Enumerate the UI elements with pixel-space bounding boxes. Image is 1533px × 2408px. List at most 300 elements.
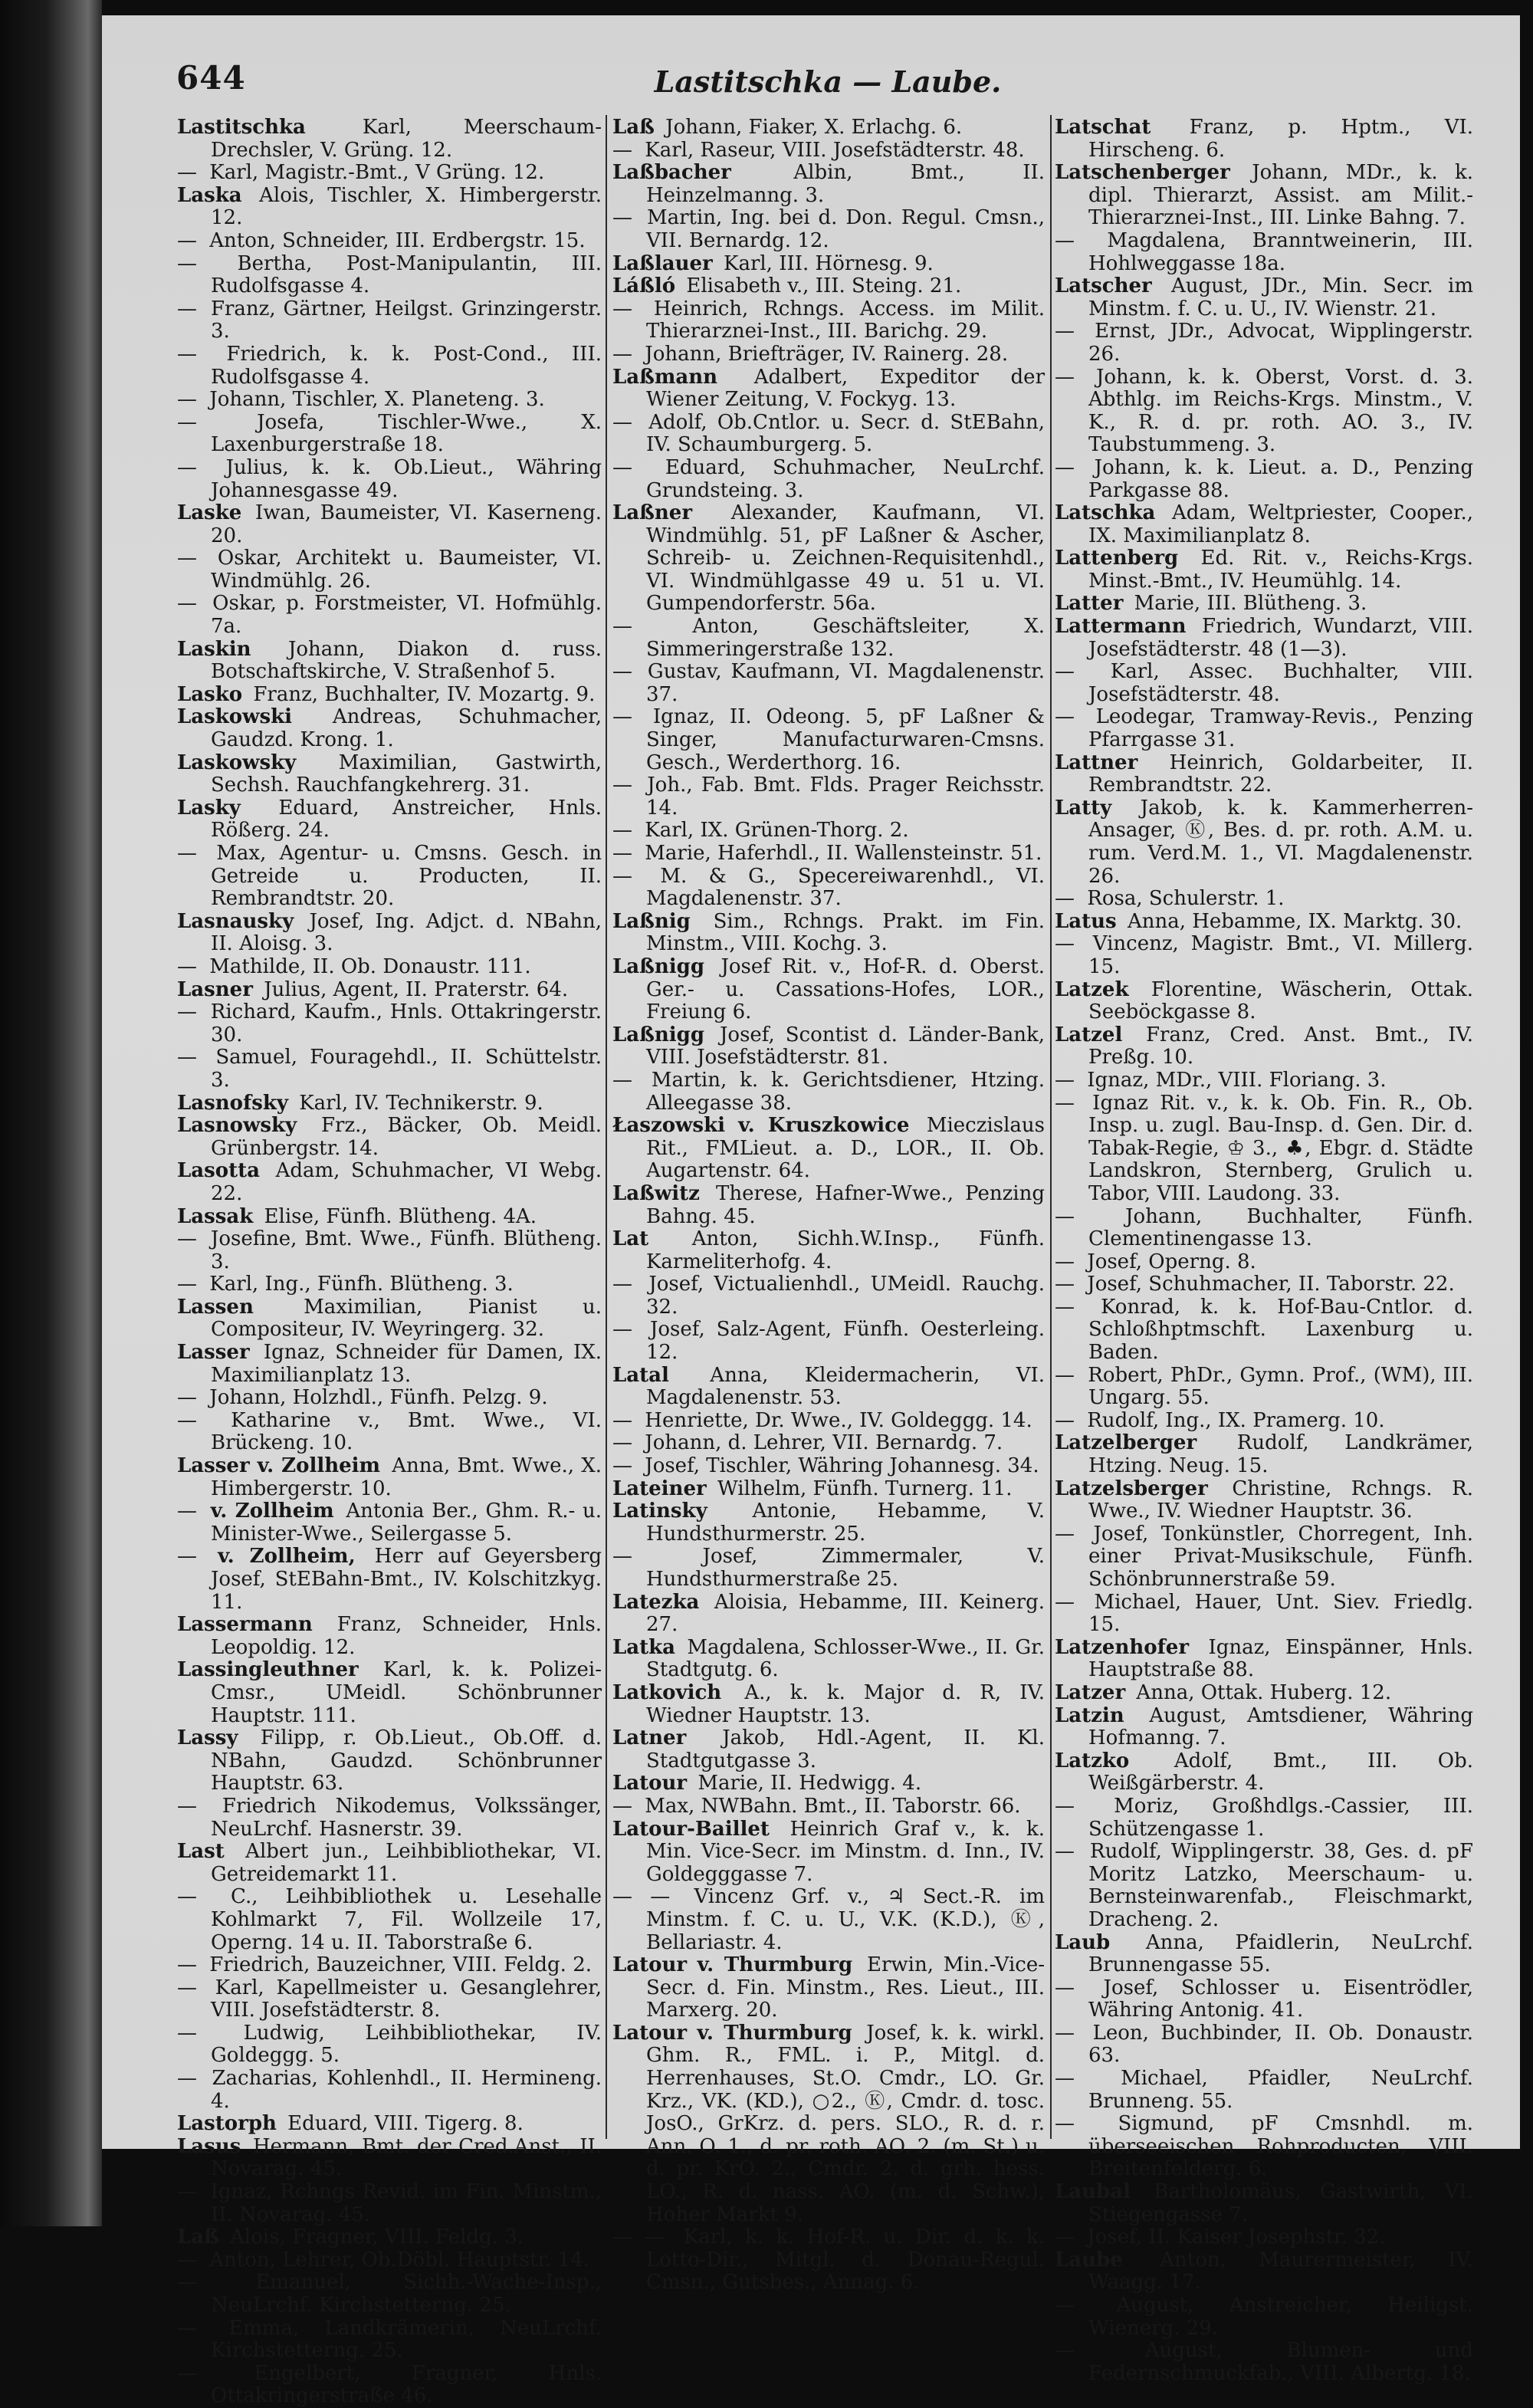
directory-entry [612,2226,1045,2295]
column-1 [177,117,602,2408]
entry-dash: — [177,1408,197,1432]
entry-dash: — [1055,1295,1075,1319]
directory-entry [177,253,602,298]
entry-details: Karl, IV. Technikerstr. 9. [299,1091,543,1115]
directory-entry [612,1500,1045,1546]
directory-entry [1055,1750,1473,1795]
entry-details: Leodegar, Tramway-Revis., Penzing Pfarrgasse 31. [1088,705,1473,752]
directory-entry [177,185,602,230]
entry-surname: Latner [612,1726,687,1750]
directory-entry [1055,1365,1473,1410]
entry-details: Anna, Hebamme, IX. Marktg. 30. [1127,909,1462,933]
entry-surname: Lasnowsky [177,1114,297,1138]
entry-details: Karl, k. k. Polizei-Cmsr., UMeidl. Schönbrunner Hauptstr. 111. [211,1658,602,1727]
entry-dash: — [177,410,197,434]
entry-details: Ignaz, II. Odeong. 5, pF Laßner & Singer, Manufacturwaren-Cmsns. Gesch., Werderthorg. 16. [646,705,1046,774]
directory-entry [177,979,602,1002]
directory-entry [177,752,602,797]
entry-details: Bartholomäus, Gastwirth, VI. Stiegengasse 7. [1088,2180,1474,2226]
entry-details: Ludwig, Leihbibliothekar, IV. Goldeggg. 5. [211,2021,602,2068]
entry-details: Martin, Ing. bei d. Don. Regul. Cmsn., VII. Bernardg. 12. [646,206,1045,252]
entry-details: Adalbert, Expeditor der Wiener Zeitung, V. Fockyg. 13. [646,365,1045,412]
entry-dash: — [612,1454,632,1478]
entry-surname: Laska [177,183,242,207]
directory-entry [177,2249,602,2272]
entry-details: August, Blumen- und Federnschmuckfab., VIII. Albertg. 18. [1088,2339,1473,2385]
entry-dash: — [612,206,632,230]
entry-dash: — [1055,2021,1075,2045]
entry-dash: — [612,1408,632,1432]
entry-details: Eduard, Schuhmacher, NeuLrchf. Grundsteing. 3. [646,455,1046,502]
entry-dash: — [1055,1408,1075,1432]
entry-dash: — [1055,1840,1075,1864]
entry-details: Karl, III. Hörnesg. 9. [724,251,934,275]
entry-dash: — [612,705,632,729]
directory-entry [1055,2249,1473,2295]
directory-entry [1055,2295,1473,2340]
entry-details: Anna, Ottak. Huberg. 12. [1136,1680,1392,1704]
entry-details: Karl, Magistr.-Bmt., V Grüng. 12. [209,161,545,185]
entry-dash: — [612,138,632,162]
entry-surname: Latscher [1055,274,1152,298]
directory-entry [612,140,1045,163]
running-title: Lastitschka — Laube. [654,64,1002,99]
entry-surname: Lasotta [177,1159,260,1183]
entry-details: Erwin, Min.-Vice-Secr. d. Fin. Minstm., Res. Lieut., III. Marxerg. 20. [646,1953,1045,2022]
entry-dash: — [177,1273,197,1296]
directory-entry [1055,1841,1473,1931]
directory-entry [177,1001,602,1046]
directory-entry [612,1478,1045,1501]
directory-entry [1055,2181,1473,2226]
entry-surname: Latschka [1055,501,1156,525]
entry-surname: Latzelsberger [1055,1477,1208,1500]
directory-entry [1055,117,1473,162]
entry-details: Filipp, r. Ob.Lieut., Ob.Off. d. NBahn, Gaudzd. Schönbrunner Hauptstr. 63. [211,1726,602,1795]
entry-surname: Latus [1055,909,1117,933]
entry-details: Wilhelm, Fünfh. Turnerg. 11. [717,1477,1013,1500]
directory-entry [1055,1478,1473,1523]
entry-surname: Lattenberg [1055,547,1179,570]
entry-details: Elisabeth v., III. Steing. 21. [686,274,962,298]
entry-surname: Laßlauer [612,251,713,275]
entry-details: Josef, Scontist d. Länder-Bank, VIII. Josefstädterstr. 81. [646,1023,1045,1069]
entry-details: Jakob, k. k. Kammerherren-Ansager, Ⓚ, Bes. d. pr. roth. A.M. u. rum. Verd.M. 1., VI. Magdalenenstr. 26. [1088,796,1473,888]
entry-details: Henriette, Dr. Wwe., IV. Goldeggg. 14. [645,1408,1032,1432]
directory-entry [177,1500,602,1546]
entry-dash: — [177,251,197,275]
entry-dash: — [612,1545,632,1569]
entry-surname: Lasnofsky [177,1091,288,1115]
entry-details: Richard, Kaufm., Hnls. Ottakringerstr. 30. [210,1000,602,1046]
directory-entry [612,616,1045,661]
entry-dash: — [1055,228,1075,252]
entry-surname: Lateiner [612,1477,707,1500]
entry-surname: Latour [612,1772,688,1795]
entry-dash: — [1055,2339,1075,2363]
directory-entry [1055,1410,1473,1433]
entry-details: Michael, Pfaidler, NeuLrchf. Brunneng. 55. [1088,2067,1473,2113]
entry-details: Ignaz, Rchngs Revid. im Fin. Minstm., II. Novarag. 45. [210,2180,602,2226]
directory-entry [177,1614,602,1659]
entry-surname: Latzin [1055,1703,1124,1727]
entry-surname: Lasser v. Zollheim [177,1454,381,1478]
entry-surname: Latka [612,1635,675,1659]
entry-dash: — [1055,887,1075,911]
column-2 [612,117,1045,2295]
directory-entry [177,843,602,911]
entry-dash: — [177,1046,197,1069]
entry-surname: Lat [612,1227,649,1251]
directory-entry [177,1727,602,1795]
entry-details: Adam, Schuhmacher, VI Webg. 22. [211,1159,602,1205]
entry-surname: Latty [1055,796,1112,820]
entry-surname: Latter [1055,592,1124,616]
directory-entry [177,1659,602,1727]
entry-dash: — [612,842,632,865]
directory-entry [177,639,602,684]
directory-entry [612,1682,1045,1727]
directory-entry [612,275,1045,298]
entry-details: Heinrich Graf v., k. k. Min. Vice-Secr. im Minstm. d. Inn., IV. Goldegggasse 7. [646,1817,1045,1886]
directory-entry [612,1592,1045,1637]
entry-details: Oskar, p. Forstmeister, VI. Hofmühlg. 7a. [211,592,602,639]
directory-entry [612,1455,1045,1478]
entry-details: Josef, Schlosser u. Eisentrödler, Währing Antonig. 41. [1088,1976,1474,2022]
directory-entry [612,117,1045,140]
entry-details: Johann, Diakon d. russ. Botschaftskirche, V. Straßenhof 5. [211,637,602,684]
entry-details: Heinrich, Rchngs. Access. im Milit. Thierarznei-Inst., III. Barichg. 29. [646,297,1045,343]
entry-surname: Laß [612,116,655,139]
directory-entry [612,502,1045,616]
entry-details: Gustav, Kaufmann, VI. Magdalenenstr. 37. [646,660,1045,706]
directory-entry [1055,1206,1473,1251]
directory-entry [1055,1705,1473,1750]
directory-entry [612,412,1045,457]
entry-dash: — [1055,1976,1075,1999]
directory-entry [177,1410,602,1455]
directory-entry [1055,1523,1473,1592]
entry-details: Friedrich, Bauzeichner, VIII. Feldg. 2. [209,1953,593,1977]
entry-details: Heinrich, Goldarbeiter, II. Rembrandtstr. 22. [1088,751,1473,797]
directory-entry [1055,593,1473,616]
entry-surname: Laßnigg [612,1023,705,1046]
entry-details: Herr auf Geyersberg Josef, StEBahn-Bmt., IV. Kolschitzkyg. 11. [211,1545,602,1614]
entry-details: Karl, Ing., Fünfh. Blütheng. 3. [209,1273,514,1296]
entry-details: Marie, III. Blütheng. 3. [1134,592,1367,616]
entry-details: Josef, Tonkünstler, Chorregent, Inh. einer Privat-Musikschule, Fünfh. Schönbrunnerstraße 59. [1088,1522,1473,1591]
entry-details: Andreas, Schuhmacher, Gaudzd. Krong. 1. [211,705,602,752]
entry-details: Magdalena, Branntweinerin, III. Hohlweggasse 18a. [1088,228,1473,275]
entry-details: Ed. Rit. v., Reichs-Krgs. Minst.-Bmt., IV. Heumühlg. 14. [1088,547,1473,593]
directory-entry [1055,1024,1473,1069]
entry-details: Anton, Sichh.W.Insp., Fünfh. Karmeliterhofg. 4. [646,1227,1045,1273]
entry-details: Iwan, Baumeister, VI. Kaserneng. 20. [211,501,602,547]
entry-details: A., k. k. Major d. R, IV. Wiedner Hauptstr. 13. [646,1680,1045,1727]
directory-entry [612,1228,1045,1273]
entry-details: Karl, Raseur, VIII. Josefstädterstr. 48. [645,138,1025,162]
entry-details: Robert, PhDr., Gymn. Prof., (WM), III. Ungarg. 55. [1088,1363,1474,1410]
directory-entry [177,343,602,389]
entry-details: Anna, Bmt. Wwe., X. Himbergerstr. 10. [211,1454,602,1500]
entry-surname: Latal [612,1363,669,1387]
entry-details: Karl, Assec. Buchhalter, VIII. Josefstädterstr. 48. [1088,660,1474,706]
entry-details: Anton, Lehrer, Ob.Döbl. Hauptstr. 14. [209,2248,589,2272]
directory-entry [177,1342,602,1387]
entry-details: Franz, Gärtner, Heilgst. Grinzingerstr. 3. [210,297,602,343]
entry-dash: — [177,2361,197,2385]
entry-surname: Laßwitz [612,1181,700,1205]
entry-details: Marie, II. Hedwigg. 4. [698,1772,922,1795]
entry-details: Frz., Bäcker, Ob. Meidl. Grünbergstr. 14. [211,1114,602,1160]
directory-entry [612,2022,1045,2226]
directory-entry [1055,752,1473,797]
entry-details: Ignaz, Einspänner, Hnls. Hauptstraße 88. [1088,1635,1473,1682]
entry-surname: Latzek [1055,977,1129,1001]
entry-details: Karl, k. k. Hof-R. u. Dir. d. k. k. Lotto-Dir., Mitgl. d. Donau-Regul. Cmsn., Gutsbes., Annag. 6. [646,2226,1045,2295]
directory-entry [612,457,1045,502]
directory-entry [612,706,1045,774]
entry-details: Antonie, Hebamme, V. Hundsthurmerstr. 25. [646,1500,1046,1546]
directory-entry [612,1818,1045,1887]
entry-details: Maximilian, Gastwirth, Sechsh. Rauchfangkehrerg. 31. [211,751,602,797]
scan-border-left [0,0,102,2226]
entry-details: Josef, Operng. 8. [1087,1250,1256,1273]
entry-dash: — [177,2248,197,2272]
entry-surname: Lasner [177,977,253,1001]
entry-surname: Laub [1055,1930,1111,1954]
entry-surname: Laskin [177,637,251,661]
entry-details: Ignaz, MDr., VIII. Floriang. 3. [1087,1068,1387,1092]
entry-details: Karl, Kapellmeister u. Gesanglehrer, VIII. Josefstädterstr. 8. [211,1976,602,2022]
directory-entry [612,1273,1045,1319]
entry-dash: — — [612,1885,671,1909]
entry-dash: — [612,1431,632,1455]
entry-details: Anton, Geschäftsleiter, X. Simmeringerstraße 132. [646,615,1045,661]
entry-surname: Laßnig [612,909,691,933]
entry-details: Johann, k. k. Oberst, Vorst. d. 3. Abthlg. im Reichs-Krgs. Minstm., V. K., R. d. pr. roth. AO. 3., IV. Taubstummeng. 3. [1088,365,1474,457]
entry-dash: — [612,1273,632,1296]
entry-dash: — [177,2021,197,2045]
directory-entry [177,1228,602,1273]
entry-dash: — [1055,1794,1075,1818]
entry-details: Franz, p. Hptm., VI. Hirscheng. 6. [1088,116,1474,162]
entry-dash: — [177,161,197,185]
entry-dash: — [177,388,197,412]
entry-details: Franz, Schneider, Hnls. Leopoldig. 12. [211,1613,602,1659]
entry-details: Franz, Buchhalter, IV. Mozartg. 9. [253,682,596,706]
entry-dash: — [1055,1068,1075,1092]
entry-details: Adam, Weltpriester, Cooper., IX. Maximilianplatz 8. [1088,501,1473,547]
directory-entry [612,1024,1045,1069]
directory-entry [1055,1069,1473,1092]
directory-entry [612,1637,1045,1682]
entry-surname: Lasko [177,682,243,706]
entry-surname: Latkovich [612,1680,722,1704]
entry-details: Josefa, Tischler-Wwe., X. Laxenburgerstraße 18. [211,410,602,457]
entry-details: Josef, Zimmermaler, V. Hundsthurmerstraße 25. [646,1545,1045,1591]
directory-entry [177,162,602,185]
entry-details: Anton, Schneider, III. Erdbergstr. 15. [209,228,586,252]
entry-details: Aloisia, Hebamme, III. Keinerg. 27. [646,1590,1045,1637]
directory-entry [177,684,602,707]
directory-entry [177,1977,602,2022]
entry-dash: — [177,228,197,252]
entry-dash: — [612,1794,632,1818]
directory-entry [177,1387,602,1410]
directory-entry [612,1183,1045,1228]
directory-entry [177,389,602,412]
entry-dash: — [177,2067,197,2091]
entry-surname: Laßner [612,501,693,525]
entry-dash: — [177,1227,197,1251]
directory-entry [1055,366,1473,457]
entry-dash: — [177,1386,197,1410]
directory-entry [177,1455,602,1500]
directory-entry [1055,2113,1473,2181]
entry-details: Sim., Rchngs. Prakt. im Fin. Minstm., VIII. Kochg. 3. [646,909,1045,956]
directory-entry [177,1954,602,1977]
directory-entry [1055,2226,1473,2249]
entry-surname: Lasnausky [177,909,294,933]
directory-entry [612,1954,1045,2022]
entry-details: Anna, Pfaidlerin, NeuLrchf. Brunnengasse 55. [1088,1930,1473,1977]
entry-details: Julius, Agent, II. Praterstr. 64. [264,977,569,1001]
directory-entry [177,797,602,843]
directory-entry [177,298,602,343]
entry-details: Moriz, Großhdlgs.-Cassier, III. Schützengasse 1. [1088,1794,1473,1841]
column-divider [606,115,607,2139]
entry-dash: — [1055,1204,1075,1228]
entry-details: Therese, Hafner-Wwe., Penzing Bahng. 45. [646,1181,1045,1228]
directory-entry [1055,1432,1473,1477]
column-3 [1055,117,1473,2385]
entry-dash: — [177,2180,197,2204]
entry-surname: Lasky [177,796,241,820]
entry-dash: — [1055,1091,1075,1115]
entry-details: Joh., Fab. Bmt. Flds. Prager Reichsstr. 14. [646,774,1045,820]
entry-details: Michael, Hauer, Unt. Siev. Friedlg. 15. [1088,1590,1473,1637]
directory-entry [1055,275,1473,320]
entry-dash: — [1055,1250,1075,1273]
directory-entry [177,1092,602,1115]
entry-details: Friedrich, k. k. Post-Cond., III. Rudolfsgasse 4. [211,342,602,389]
entry-dash: — [612,819,632,843]
directory-entry [612,866,1045,911]
column-divider [1050,115,1052,2139]
entry-dash: — [1055,1273,1075,1296]
entry-dash: — [177,342,197,366]
directory-entry [612,253,1045,276]
entry-dash: — [1055,705,1075,729]
entry-details: Rudolf, Ing., IX. Pramerg. 10. [1087,1408,1385,1432]
directory-entry [612,1772,1045,1795]
directory-entry [177,1795,602,1841]
entry-surname: Laßnigg [612,954,705,978]
entry-details: August, Anstreicher, Heiligst. Wienerg. 29. [1088,2294,1473,2340]
entry-details: Engelbert, Fragner, Hnls. Ottakringerstraße 46. [211,2361,602,2408]
entry-surname: Laskowski [177,705,293,729]
entry-dash: — [1055,455,1075,479]
entry-dash: — — [612,2226,665,2249]
directory-entry [177,547,602,593]
entry-dash: — [177,1976,197,1999]
entry-details: Ignaz Rit. v., k. k. Ob. Fin. R., Ob. Insp. u. zugl. Bau-Insp. d. Gen. Dir. d. Tabak-Regie, ♔ 3., ♣, Ebgr. d. Städte Landskron, Sternberg, Grulich u. Tabor, VIII. Laudong. 33. [1088,1091,1474,1205]
entry-dash: — [612,342,632,366]
entry-details: Rudolf, Landkrämer, Htzing. Neug. 15. [1088,1431,1473,1478]
directory-entry [177,1206,602,1229]
entry-details: Eduard, Anstreicher, Hnls. Rößerg. 24. [211,796,602,843]
entry-details: August, JDr., Min. Secr. im Minstm. f. C. u. U., IV. Wienstr. 21. [1088,274,1473,320]
entry-details: Sigmund, pF Cmsnhdl. m. überseeischen Rohproducten, VIII. Breitenfelderg. 6. [1088,2112,1474,2181]
entry-surname: Lassingleuthner [177,1658,359,1682]
directory-entry [1055,547,1473,593]
directory-entry [612,1727,1045,1772]
entry-dash: — [1055,1363,1075,1387]
directory-entry [1055,1296,1473,1365]
entry-details: Adolf, Bmt., III. Ob. Weißgärberstr. 4. [1088,1749,1474,1795]
entry-dash: — [177,1000,197,1024]
entry-details: Johann, Briefträger, IV. Rainerg. 28. [645,342,1009,366]
directory-entry [177,593,602,638]
entry-details: Vincenz Grf. v., ♃ Sect.-R. im Minstm. f. C. u. U., V.K. (K.D.), Ⓚ, Bellariastr. 4. [646,1885,1046,1954]
entry-surname: Latzelberger [1055,1431,1197,1455]
directory-entry [612,1115,1045,1183]
entry-surname: Lassak [177,1204,254,1228]
directory-entry [1055,162,1473,230]
directory-entry [612,1886,1045,1954]
entry-details: Emanuel, Sichh.-Wache-Insp., NeuLrchf. Kirchstetterng. 25. [211,2271,602,2317]
directory-entry [1055,797,1473,888]
directory-entry [177,2272,602,2317]
entry-dash: — [177,592,197,616]
directory-entry [177,1273,602,1296]
entry-surname: Latzer [1055,1680,1126,1704]
entry-dash: — [177,1500,197,1523]
directory-entry [1055,1682,1473,1705]
directory-entry [177,2318,602,2363]
directory-entry [1055,888,1473,911]
directory-entry [612,1365,1045,1410]
directory-entry [612,661,1045,706]
entry-dash: — [177,954,197,978]
entry-details: Anton, Maurermeister, IV. Waagg. 17. [1088,2248,1473,2295]
entry-details: Johann, Fiaker, X. Erlachg. 6. [665,116,963,139]
directory-entry [1055,1637,1473,1682]
entry-dash: — [1055,2294,1075,2317]
entry-details: Antonia Ber., Ghm. R.- u. Minister-Wwe., Seilergasse 5. [211,1500,602,1546]
entry-details: Martin, k. k. Gerichtsdiener, Htzing. Alleegasse 38. [646,1068,1045,1115]
entry-details: Mathilde, II. Ob. Donaustr. 111. [209,954,531,978]
directory-entry [1055,1251,1473,1274]
entry-surname: Latinsky [612,1500,707,1523]
entry-surname: Latezka [612,1590,700,1614]
entry-details: Florentine, Wäscherin, Ottak. Seeböckgasse 8. [1088,977,1473,1024]
entry-dash: — [1055,2226,1075,2249]
entry-details: Johann, Holzhdl., Fünfh. Pelzg. 9. [209,1386,548,1410]
entry-dash: — [177,1545,197,1569]
entry-surname: Laube [1055,2248,1123,2272]
entry-details: Karl, IX. Grünen-Thorg. 2. [645,819,909,843]
entry-details: Friedrich, Wundarzt, VIII. Josefstädterstr. 48 (1—3). [1088,615,1473,661]
entry-surname: Lasser [177,1341,250,1365]
entry-surname: Latour v. Thurmburg [612,1953,853,1977]
directory-entry [612,843,1045,866]
entry-dash: — [612,297,632,320]
entry-details: Josefine, Bmt. Wwe., Fünfh. Blütheng. 3. [210,1227,602,1273]
entry-details: Alois, Fragner, VIII. Feldg. 3. [230,2226,524,2249]
directory-entry [177,911,602,956]
